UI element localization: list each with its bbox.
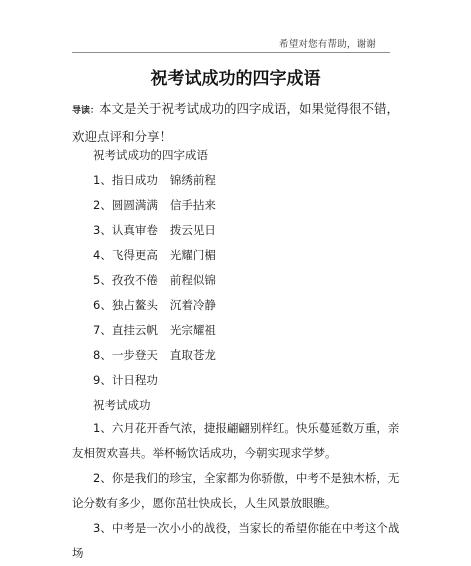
list-item [93, 372, 158, 388]
idiom-a: 计日程功 [111, 373, 158, 387]
idiom-a: 直挂云帆 [111, 323, 158, 337]
idiom-b: 光宗耀祖 [169, 323, 216, 337]
idiom-b: 前程似锦 [169, 273, 216, 287]
idiom-b: 信手拈来 [169, 198, 216, 212]
list-item [93, 272, 216, 288]
item-number: 3、 [93, 223, 112, 237]
document-title: 祝考试成功的四字成语 [150, 69, 321, 89]
idiom-a: 认真审卷 [111, 223, 158, 237]
list-item [93, 247, 216, 263]
idiom-a: 一步登天 [111, 348, 158, 362]
wish-paragraph: 3、中考是一次小小的战役，当家长的希望你能在中考这个战场 [72, 521, 400, 560]
item-number: 8、 [93, 348, 112, 362]
section2-heading: 祝考试成功 [93, 398, 151, 412]
idiom-b: 锦绣前程 [169, 173, 216, 187]
intro-text: 本文是关于祝考试成功的四字成语，如果觉得很不错，欢迎点评和分享！ [72, 101, 400, 144]
item-number: 4、 [93, 248, 112, 262]
header-note: 希望对您有帮助，谢谢 [279, 39, 377, 50]
idiom-a: 圆圆满满 [111, 198, 158, 212]
header-divider [72, 52, 390, 53]
idiom-b: 沉着冷静 [169, 298, 216, 312]
list-item [93, 322, 216, 338]
list-item [93, 297, 216, 313]
section1-heading: 祝考试成功的四字成语 [93, 148, 208, 162]
item-number: 6、 [93, 298, 112, 312]
item-number: 2、 [93, 198, 112, 212]
intro-label: 导读： [72, 106, 100, 116]
list-item [93, 172, 216, 188]
intro-paragraph [72, 96, 402, 149]
item-number: 5、 [93, 273, 112, 287]
idiom-a: 飞得更高 [111, 248, 158, 262]
list-item [93, 222, 216, 238]
idiom-b: 光耀门楣 [169, 248, 216, 262]
wish-paragraph: 1、六月花开香气浓，捷报翩翩别样红。快乐蔓延数万重，亲友相贺欢喜共。举杯畅饮话成功，今朝实现求学梦。 [72, 421, 400, 460]
list-item [93, 347, 216, 363]
list-item [93, 197, 216, 213]
idiom-a: 孜孜不倦 [111, 273, 158, 287]
idiom-a: 指日成功 [111, 173, 158, 187]
idiom-a: 独占鳌头 [111, 298, 158, 312]
idiom-b: 直取苍龙 [169, 348, 216, 362]
item-number: 7、 [93, 323, 112, 337]
wish-paragraph: 2、你是我们的珍宝，全家都为你骄傲，中考不是独木桥，无论分数有多少，愿你茁壮快成长，人生风景放眼瞧。 [72, 471, 400, 510]
idiom-b: 拨云见日 [169, 223, 216, 237]
item-number: 1、 [93, 173, 112, 187]
item-number: 9、 [93, 373, 112, 387]
